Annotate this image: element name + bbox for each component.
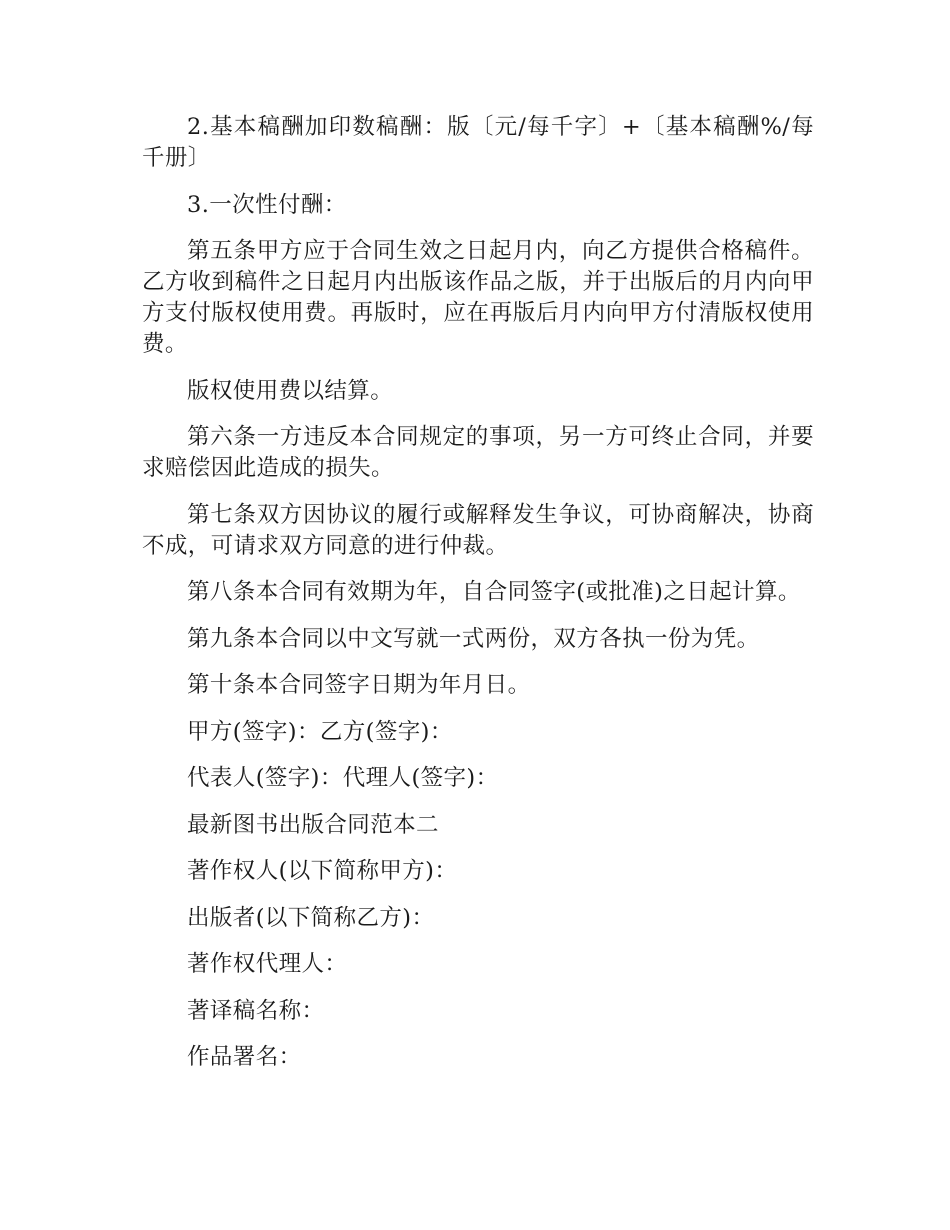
field-publisher: 出版者(以下简称乙方)： (187, 904, 435, 931)
article-6: 第六条一方违反本合同规定的事项，另一方可终止合同，并要求赔偿因此造成的损失。 (142, 424, 814, 481)
document-body (142, 112, 814, 1089)
signature-representative-line: 代表人(签字)：代理人(签字)： (187, 765, 499, 791)
article-7: 第七条双方因协议的履行或解释发生争议，可协商解决，协商不成，可请求双方同意的进行仲裁。 (142, 501, 814, 559)
field-manuscript-title: 著译稿名称： (187, 997, 325, 1024)
article-9: 第九条本合同以中文写就一式两份，双方各执一份为凭。 (187, 625, 760, 652)
field-copyright-holder: 著作权人(以下简称甲方)： (187, 858, 458, 884)
article-10: 第十条本合同签字日期为年月日。 (187, 672, 531, 698)
signature-party-line: 甲方(签字)：乙方(签字)： (187, 718, 453, 745)
clause-lump-sum-payment: 3.一次性付酬： (187, 191, 347, 218)
royalty-settlement-line: 版权使用费以结算。 (187, 377, 394, 404)
article-5: 第五条甲方应于合同生效之日起月内，向乙方提供合格稿件。乙方收到稿件之日起月内出版该作品之版，并于出版后的月内向甲方支付版权使用费。再版时，应在再版后月内向甲方付清版权使用费。 (142, 238, 814, 357)
clause-basic-royalty-reprint: 2.基本稿酬加印数稿酬：版〔元/每千字〕+〔基本稿酬%/每千册〕 (142, 114, 814, 171)
article-8: 第八条本合同有效期为年，自合同签字(或批准)之日起计算。 (187, 579, 801, 605)
field-work-byline: 作品署名： (187, 1044, 302, 1070)
field-copyright-agent: 著作权代理人： (187, 951, 348, 977)
section-title-template-two: 最新图书出版合同范本二 (187, 811, 439, 838)
